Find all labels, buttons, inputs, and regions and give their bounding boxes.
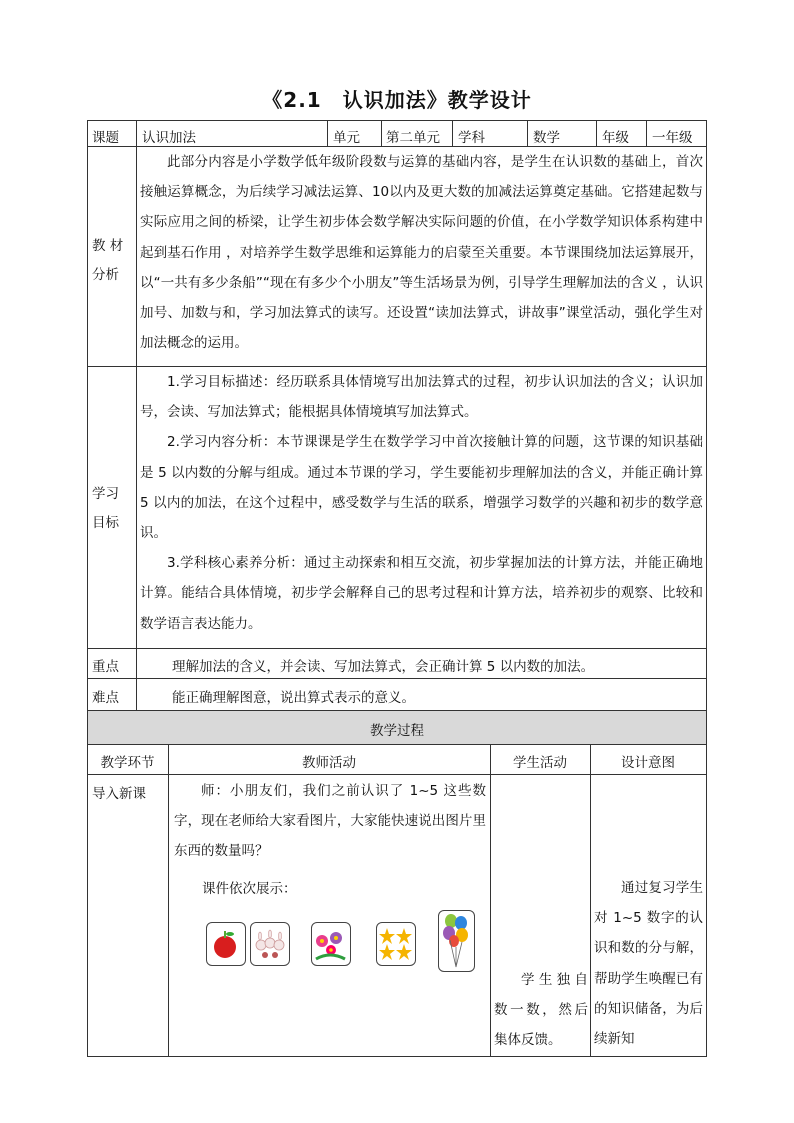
difficulty-label: 难点 [92, 690, 119, 706]
unit-label: 单元 [333, 130, 360, 146]
subject-label: 学科 [458, 130, 485, 146]
grade-value: 一年级 [652, 130, 693, 146]
stars-icon [376, 922, 416, 966]
col-design: 设计意图 [621, 755, 675, 771]
goals-label: 学习 目标 [92, 486, 119, 531]
grade-label: 年级 [602, 130, 629, 146]
student-activity: 学生独自数一数，然后集体反馈。 [494, 972, 588, 1049]
apple-icon [206, 922, 246, 966]
balloons-icon [438, 910, 475, 972]
col-student: 学生活动 [513, 755, 567, 771]
col-teacher: 教师活动 [302, 755, 356, 771]
flowers-icon [311, 922, 351, 966]
process-header: 教学过程 [370, 723, 424, 739]
design-intent: 通过复习学生对 1~5 数字的认识和数的分与解，帮助学生唤醒已有的知识储备，为后续新知 [594, 880, 703, 1048]
col-stage: 教学环节 [100, 755, 155, 771]
teacher-show: 课件依次展示： [202, 881, 297, 897]
analysis-text: 此部分内容是小学数学低年级阶段数与运算的基础内容，是学生在认识数的基础上，首次接触运算概念，为后续学习减法运算、10以内及更大数的加减法运算奠定基础。它搭建起数与实际应用之间的桥梁，让学生初步体会数学解决实际问题的价值，在小学数学知识体系构建中起到基石作用 ，对培养学生数学思维和运算能力的启蒙至关重要。本节课围绕加法运算展开，以“一共有多少条船”“现在有多少个小朋友”等生活场景为例，引导学生理解加法的含义 ，认识加号、加数与和，学习加法算式的读写。还设置“读加法算式，讲故事”课堂活动，强化学生对加法概念的运用。 [140, 154, 703, 352]
analysis-label: 教 材 分析 [92, 238, 124, 283]
unit-value: 第二单元 [386, 130, 440, 146]
goal-item-3: 3.学科核心素养分析：通过主动探索和相互交流，初步掌握加法的计算方法，并能正确地计算。能结合具体情境，初步学会解释自己的思考过程和计算方法，培养初步的观察、比较和数学语言表达能力。 [140, 555, 703, 632]
difficulty-text: 能正确理解图意，说出算式表示的意义。 [172, 690, 415, 706]
stage-intro: 导入新课 [92, 786, 146, 802]
course-value: 认识加法 [142, 130, 196, 146]
goal-item-1: 1.学习目标描述：经历联系具体情境写出加法算式的过程，初步认识加法的含义；认识加号，会读、写加法算式；能根据具体情境填写加法算式。 [140, 374, 703, 421]
goals-list [140, 367, 703, 639]
key-point-label: 重点 [92, 659, 119, 675]
page-title: 《2.1 认识加法》教学设计 [262, 88, 532, 112]
rabbits-icon [250, 922, 290, 966]
key-point-text: 理解加法的含义，并会读、写加法算式，会正确计算 5 以内数的加法。 [172, 659, 595, 675]
teacher-text: 师：小朋友们，我们之前认识了 1~5 这些数字，现在老师给大家看图片，大家能快速说出图片里东西的数量吗？ [174, 783, 486, 860]
course-label: 课题 [92, 130, 119, 146]
goal-item-2: 2.学习内容分析：本节课课是学生在数学学习中首次接触计算的问题，这节课的知识基础是 5 以内数的分解与组成。通过本节课的学习，学生要能初步理解加法的含义，并能正确计算 5 以内的加法，在这个过程中，感受数学与生活的联系，增强学习数学的兴趣和初步的数学意识。 [140, 434, 703, 542]
subject-value: 数学 [533, 130, 560, 146]
